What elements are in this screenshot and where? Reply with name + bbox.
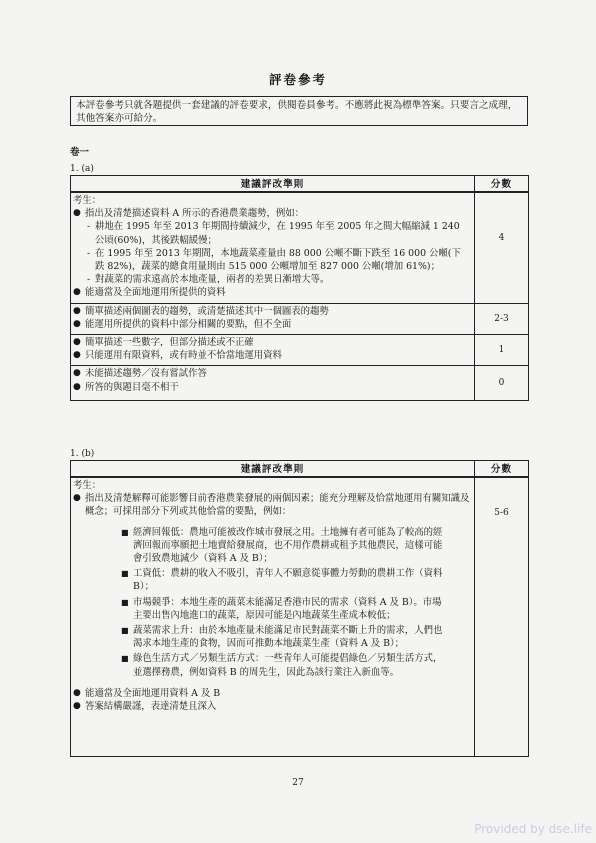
band-marks: 2-3 [475, 303, 529, 334]
paper-label: 卷一 [70, 147, 90, 158]
question-label-1b: 1. (b) [70, 449, 95, 459]
criterion-item: ● 簡單描述兩個圖表的趨勢，或清楚描述其中一個圖表的趨勢 [73, 305, 329, 317]
point-item: ■ 市場競爭：本地生產的蔬菜未能滿足香港市民的需求（資料 A 及 B）。市場主要出售內地進口的蔬菜，原因可能是內地蔬菜生產成本較低； [121, 596, 442, 621]
bullet-icon: ● [73, 368, 81, 379]
square-bullet-icon: ■ [121, 654, 129, 664]
watermark: Provided by dse.life [474, 822, 592, 836]
square-bullet-icon: ■ [121, 527, 129, 537]
criterion-item: ● 指出及清楚解釋可能影響目前香港農業發展的兩個因素；能充分理解及恰當地運用有關知識及概念；可採用部分下列或其他恰當的要點，例如： [73, 493, 470, 518]
marks-header: 分數 [475, 461, 529, 478]
bullet-icon: ● [73, 350, 81, 361]
point-item: ■ 工資低：農耕的收入不吸引，青年人不願意從事體力勞動的農耕工作（資料 B）； [121, 568, 443, 593]
sub-item: - 在 1995 年至 2013 年期間，本地蔬菜產量由 88 000 公噸不斷下跌至 16 000 公噸(下跌 82%)，蔬菜的總食用量則由 515 000 公噸增加至 827 000 公噸(增加 61%)； [87, 247, 461, 273]
criterion-item: ● 答案結構嚴謹，表達清楚且深入 [73, 701, 217, 713]
bullet-icon: ● [73, 701, 81, 712]
criterion-item: ● 能適當及全面地運用資料 A 及 B [73, 687, 221, 699]
page-number: 27 [292, 778, 304, 788]
bullet-icon: ● [73, 305, 81, 316]
point-item: ■ 綠色生活方式／另類生活方式：一些青年人可能提倡綠色／另類生活方式，並選擇務農，例如資料 B 的周先生，因此為該行業注入新血等。 [121, 653, 443, 678]
sub-list [73, 220, 470, 286]
criteria-header: 建議評改準則 [71, 176, 475, 193]
bullet-icon: ● [73, 318, 81, 329]
candidate-label: 考生： [73, 480, 102, 491]
square-bullet-icon: ■ [121, 597, 129, 607]
criterion-item: ● 未能描述趨勢／沒有嘗試作答 [73, 368, 207, 380]
marking-table-1a [70, 175, 529, 401]
criterion-item: ● 能適當及全面地運用所提供的資料 [73, 287, 226, 299]
band-marks: 1 [475, 335, 529, 366]
band-cell [71, 303, 475, 334]
band-marks: 5-6 [475, 477, 529, 757]
candidate-label: 考生： [73, 195, 102, 206]
page-title: 評卷參考 [268, 72, 327, 87]
band-marks: 4 [475, 192, 529, 303]
sub-item: - 對蔬菜的需求遠高於本地產量，兩者的差異日漸增大等。 [87, 274, 330, 286]
square-bullet-icon: ■ [121, 569, 129, 579]
band-marks: 0 [475, 366, 529, 400]
band-cell [71, 192, 475, 303]
criterion-item: ● 簡單描述一些數字，但部分描述或不正確 [73, 337, 254, 349]
bullet-icon: ● [73, 287, 81, 298]
bullet-icon: ● [73, 381, 81, 392]
square-bullet-icon: ■ [121, 626, 129, 636]
band-cell [71, 366, 475, 400]
bullet-icon: ● [73, 687, 81, 698]
question-label-1a: 1. (a) [70, 164, 94, 174]
criteria-header: 建議評改準則 [71, 461, 475, 478]
bullet-icon: ● [73, 337, 81, 348]
band-cell [71, 335, 475, 366]
marking-table-1b [70, 460, 529, 757]
criterion-item: ● 能運用所提供的資料中部分相關的要點，但不全面 [73, 318, 292, 330]
intro-box: 本評卷參考只就各題提供一套建議的評卷要求，供閱卷員參考。不應將此視為標準答案。只要言之成理，其他答案亦可給分。 [70, 96, 528, 126]
criterion-item: ● 只能運用有限資料，或有時並不恰當地運用資料 [73, 350, 282, 362]
criterion-item: ● 指出及清楚描述資料 A 所示的香港農業趨勢，例如： [73, 208, 304, 220]
sub-item: - 耕地在 1995 年至 2013 年期間持續減少，在 1995 年至 2005 年之間大幅縮減 1 240 公頃(60%)，其後跌幅緩慢； [87, 221, 460, 246]
bullet-icon: ● [73, 208, 81, 219]
marks-header: 分數 [475, 176, 529, 193]
bullet-icon: ● [73, 493, 81, 504]
point-item: ■ 蔬菜需求上升：由於本地產量未能滿足市民對蔬菜不斷上升的需求，人們也渴求本地生產的食物，因而可推動本地蔬菜生產（資料 A 及 B）； [121, 625, 443, 650]
criterion-item: ● 所答的與題目毫不相干 [73, 381, 179, 393]
point-item: ■ 經濟回報低：農地可能被改作城市發展之用。土地擁有者可能為了較高的經濟回報而寧願把土地賣給發展商，也不用作農耕或租予其他農民，這樣可能會引致農地減少（資料 A 及 B）； [121, 526, 443, 565]
band-cell [71, 477, 475, 757]
